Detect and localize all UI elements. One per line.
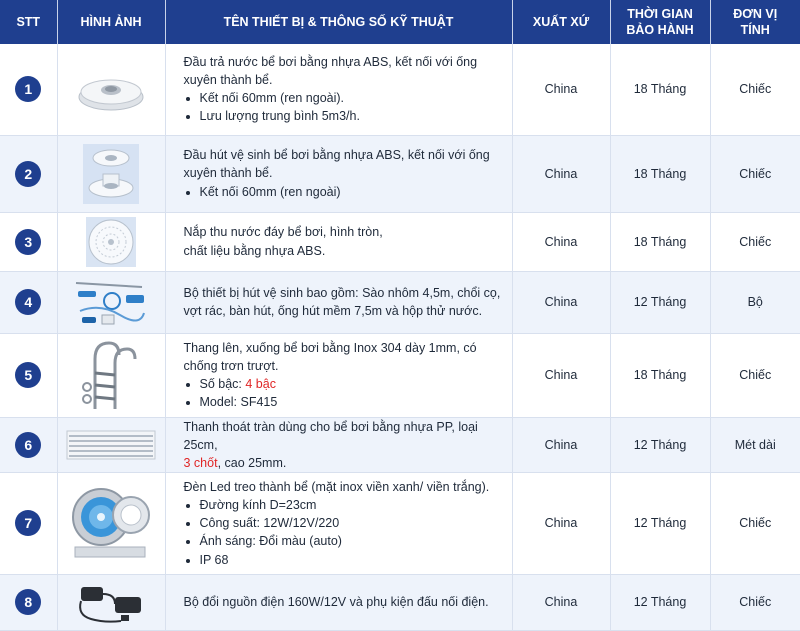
row-description-line1: Thanh thoát tràn dùng cho bể bơi bằng nhựa PP, loại 25cm, xyxy=(183,419,478,452)
origin-cell: China xyxy=(512,44,610,135)
spec-highlight: 3 chốt xyxy=(183,455,218,470)
origin-cell: China xyxy=(512,472,610,574)
row-number: 8 xyxy=(15,589,41,615)
spec-list xyxy=(184,183,502,201)
spec-item: • Model: SF415 xyxy=(200,393,502,411)
origin-cell: China xyxy=(512,333,610,417)
header-unit xyxy=(710,0,800,44)
power-adapter-icon xyxy=(75,579,147,625)
pool-ladder-icon xyxy=(79,339,143,411)
spec-item xyxy=(200,375,502,393)
header-unit-line1: ĐƠN VỊ xyxy=(733,6,778,21)
row-description: Thang lên, xuống bể bơi bằng Inox 304 dày 1mm, có chống trơn trượt. xyxy=(183,340,477,373)
spec-list xyxy=(184,375,502,411)
unit-cell: Mét dài xyxy=(710,417,800,472)
spec-list xyxy=(184,89,502,125)
row-number: 4 xyxy=(15,289,41,315)
header-warranty-line1: THỜI GIAN xyxy=(627,6,693,21)
table-row xyxy=(0,417,800,472)
suction-fitting-icon xyxy=(81,142,141,206)
header-image: HÌNH ẢNH xyxy=(57,0,165,44)
row-description-line1: Nắp thu nước đáy bể bơi, hình tròn, xyxy=(183,225,383,240)
spec-item: • Lưu lượng trung bình 5m3/h. xyxy=(200,107,502,125)
unit-cell: Chiếc xyxy=(710,333,800,417)
header-warranty-line2: BẢO HÀNH xyxy=(626,23,694,37)
table-row xyxy=(0,271,800,333)
row-description: Bộ thiết bị hút vệ sinh bao gồm: Sào nhôm 4,5m, chổi cọ, vợt rác, bàn hút, ống hút mềm 7,5m và hộp thử nước. xyxy=(183,285,501,318)
table-row xyxy=(0,44,800,135)
spec-item: • Kết nối 60mm (ren ngoài). xyxy=(200,89,502,107)
origin-cell: China xyxy=(512,574,610,630)
origin-cell: China xyxy=(512,271,610,333)
table-header-row xyxy=(0,0,800,44)
warranty-cell: 12 Tháng xyxy=(610,472,710,574)
header-origin: XUẤT XỨ xyxy=(512,0,610,44)
main-drain-cover-icon xyxy=(85,216,137,268)
warranty-cell: 12 Tháng xyxy=(610,417,710,472)
unit-cell: Chiếc xyxy=(710,574,800,630)
warranty-cell: 12 Tháng xyxy=(610,574,710,630)
spec-item: • Công suất: 12W/12V/220 xyxy=(200,514,502,532)
table-row xyxy=(0,135,800,212)
row-number: 3 xyxy=(15,229,41,255)
spec-list xyxy=(184,496,502,569)
spec-item: • Kết nối 60mm (ren ngoài) xyxy=(200,183,502,201)
row-description-line2: chất liệu bằng nhựa ABS. xyxy=(183,243,326,258)
row-number: 1 xyxy=(15,76,41,102)
unit-cell: Bộ xyxy=(710,271,800,333)
origin-cell: China xyxy=(512,212,610,271)
warranty-cell: 18 Tháng xyxy=(610,44,710,135)
header-unit-line2: TÍNH xyxy=(740,23,770,37)
table-row xyxy=(0,472,800,574)
overflow-grating-icon xyxy=(65,428,157,462)
row-description-line2 xyxy=(184,454,502,472)
header-stt: STT xyxy=(0,0,57,44)
row-description: Đầu trả nước bể bơi bằng nhựa ABS, kết nối với ống xuyên thành bể. xyxy=(183,55,478,88)
unit-cell: Chiếc xyxy=(710,212,800,271)
table-row xyxy=(0,574,800,630)
return-inlet-icon xyxy=(71,59,151,119)
header-warranty xyxy=(610,0,710,44)
cleaning-kit-icon xyxy=(72,277,150,327)
spec-highlight: 4 bậc xyxy=(245,377,276,391)
warranty-cell: 12 Tháng xyxy=(610,271,710,333)
spec-item: • Đường kính D=23cm xyxy=(200,496,502,514)
table-row xyxy=(0,333,800,417)
unit-cell: Chiếc xyxy=(710,44,800,135)
warranty-cell: 18 Tháng xyxy=(610,135,710,212)
unit-cell: Chiếc xyxy=(710,472,800,574)
unit-cell: Chiếc xyxy=(710,135,800,212)
header-spec: TÊN THIẾT BỊ & THÔNG SỐ KỸ THUẬT xyxy=(165,0,512,44)
row-description: Bộ đổi nguồn điện 160W/12V và phụ kiện đấu nối điện. xyxy=(183,595,489,610)
spec-label: Số bậc: xyxy=(199,377,246,391)
row-number: 2 xyxy=(15,161,41,187)
warranty-cell: 18 Tháng xyxy=(610,333,710,417)
origin-cell: China xyxy=(512,417,610,472)
row-number: 7 xyxy=(15,510,41,536)
spec-item: • IP 68 xyxy=(200,551,502,569)
spec-suffix: , cao 25mm. xyxy=(217,455,287,470)
led-pool-light-icon xyxy=(67,481,155,565)
spec-item: • Ánh sáng: Đổi màu (auto) xyxy=(200,532,502,550)
row-number: 6 xyxy=(15,432,41,458)
origin-cell: China xyxy=(512,135,610,212)
table-row xyxy=(0,212,800,271)
row-number: 5 xyxy=(15,362,41,388)
warranty-cell: 18 Tháng xyxy=(610,212,710,271)
row-description: Đèn Led treo thành bể (mặt inox viền xanh/ viền trắng). xyxy=(183,480,490,495)
row-description: Đầu hút vệ sinh bể bơi bằng nhựa ABS, kết nối với ống xuyên thành bể. xyxy=(183,148,490,181)
